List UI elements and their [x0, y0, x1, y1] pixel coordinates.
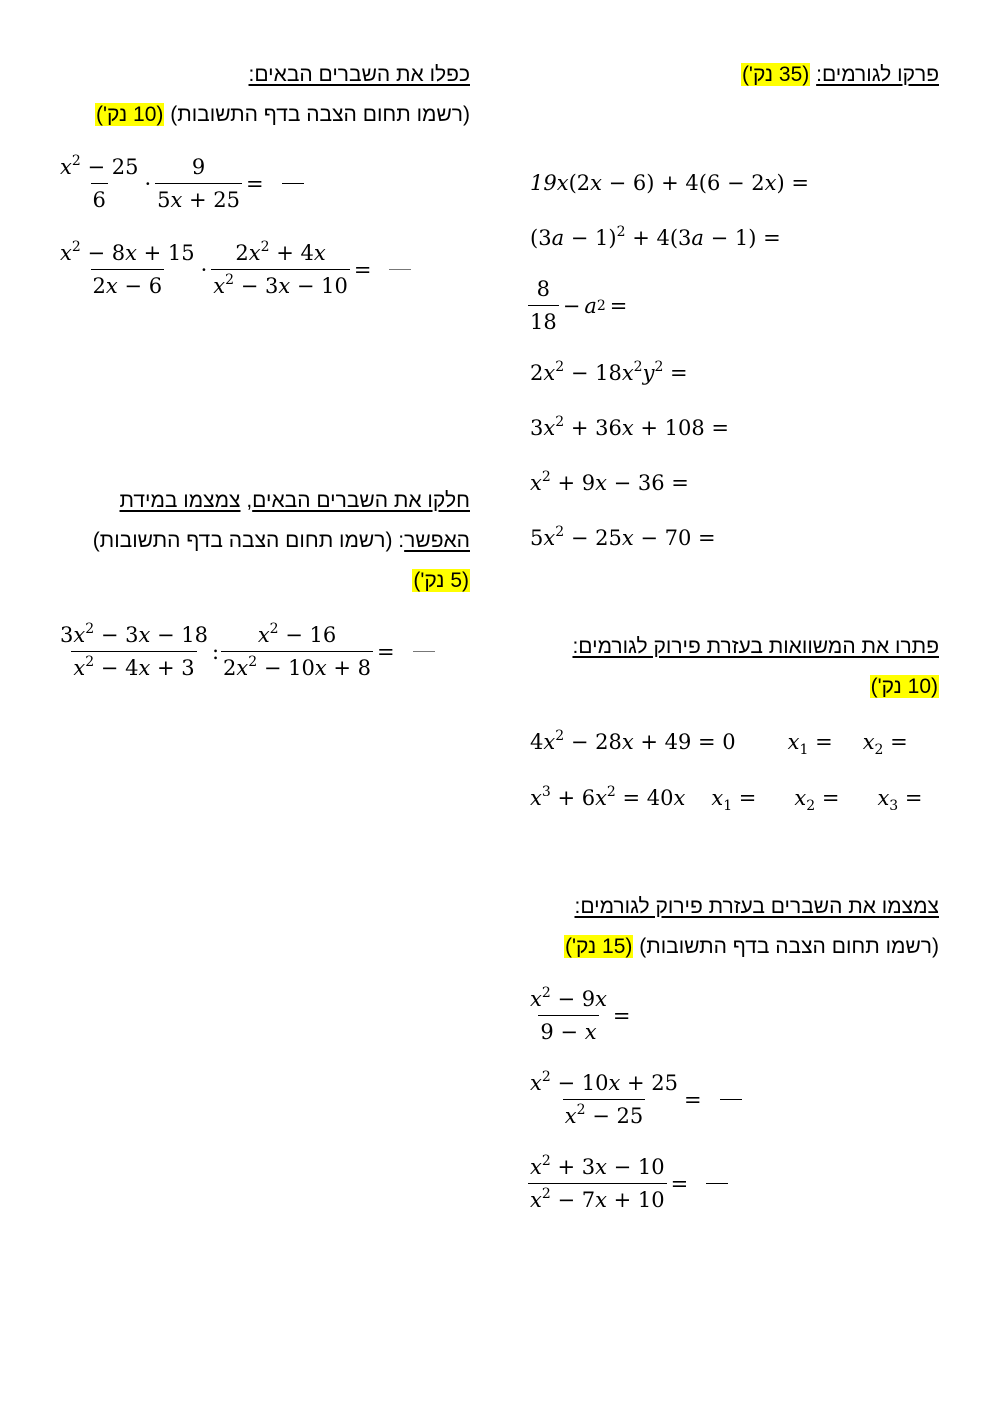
factor-heading — [741, 62, 939, 88]
fraction: $\frac{x^2 + 3x - 10}{x^2 - 7x + 10}$ — [530, 1153, 665, 1212]
divide-title-part2: צמצמו במידת — [119, 489, 241, 512]
fraction: $\frac{x^2 - 10x + 25}{x^2 - 25}$ — [530, 1069, 678, 1128]
answer-blank — [706, 1183, 728, 1184]
simplify-points-badge: (15 נק') — [565, 935, 633, 958]
equations-title: פתרו את המשוואות בעזרת פירוק לגורמים: — [572, 635, 939, 658]
factor-exercise-6: $x^2 + 9x - 36$ = — [530, 469, 689, 495]
simplify-note-line — [564, 934, 939, 960]
factor-exercise-5: $3x^2 + 36x + 108$ = — [530, 414, 729, 440]
factor-exercise-7: $5x^2 - 25x - 70$ = — [530, 524, 716, 550]
divide-points-badge: (5 נק') — [413, 569, 469, 592]
fraction: $\frac{x^2 - 25}{6}$ — [60, 153, 139, 212]
answer-blank — [389, 269, 411, 270]
fraction: $\frac{8}{18}$ — [530, 277, 557, 334]
divide-title-part1: חלקו את השברים הבאים — [252, 489, 470, 512]
simplify-exercise-1: $\frac{x^2 - 9x}{9 - x}$ = — [530, 985, 631, 1044]
equation-2: $x^3 + 6x^2 = 40x$ $x_1 = x_2 = x_3$ = — [530, 784, 923, 814]
fraction: $\frac{3x^2 - 3x - 18}{x^2 - 4x + 3}$ — [60, 621, 208, 680]
multiply-note: (רשמו תחום הצבה בדף התשובות) — [170, 103, 470, 126]
multiply-note-line — [95, 102, 470, 128]
simplify-exercise-3: $\frac{x^2 + 3x - 10}{x^2 - 7x + 10}$ = — [528, 1154, 728, 1213]
multiply-exercise-1: $\frac{x^2 - 25}{6}$ · $\frac{9}{5x + 25}$ = — [58, 154, 304, 213]
equations-points-badge: (10 נק') — [870, 675, 938, 698]
factor-exercise-3: $\frac{8}{18}$ − a 2 = — [530, 277, 628, 334]
answer-blank — [413, 651, 435, 652]
divide-title-part3: האפשר — [404, 529, 470, 552]
multiply-title: כפלו את השברים הבאים: — [248, 63, 470, 86]
factor-points-badge: (35 נק') — [741, 63, 810, 86]
equation-1: $4x^2 - 28x + 49 = 0$ $x_1 = x_2$ = — [530, 728, 908, 758]
divide-heading-line2 — [93, 528, 470, 554]
answer-blank — [282, 183, 304, 184]
simplify-exercise-2: $\frac{x^2 - 10x + 25}{x^2 - 25}$ = — [528, 1070, 742, 1129]
factor-exercise-2: $(3a - 1)^2 + 4(3a - 1)$ = — [530, 224, 781, 250]
fraction: $\frac{9}{5x + 25}$ — [157, 155, 241, 212]
answer-blank — [720, 1099, 742, 1100]
factor-title: פרקו לגורמים: — [816, 63, 939, 86]
fraction: $\frac{2x^2 + 4x}{x^2 - 3x - 10}$ — [213, 239, 348, 298]
fraction: $\frac{x^2 - 16}{2x^2 - 10x + 8}$ — [223, 621, 372, 680]
divide-exercise-1: $\frac{3x^2 - 3x - 18}{x^2 - 4x + 3}$ : $\frac{x^2 - 16}{2x^2 - 10x + 8}$ = — [58, 622, 435, 681]
factor-exercise-1: 19x(2x − 6) + 4(6 − 2x) = — [530, 171, 809, 195]
simplify-title: צמצמו את השברים בעזרת פירוק לגורמים: — [574, 895, 939, 918]
multiply-exercise-2: $\frac{x^2 - 8x + 15}{2x - 6}$ · $\frac{2x^2 + 4x}{x^2 - 3x - 10}$ = — [58, 240, 411, 299]
divide-note: : (רשמו תחום הצבה בדף התשובות) — [92, 529, 405, 552]
equations-points-line — [870, 674, 939, 700]
fraction: $\frac{x^2 - 9x}{9 - x}$ — [530, 985, 607, 1044]
divide-heading-line1 — [120, 488, 471, 514]
divide-title-sep: , — [240, 489, 253, 512]
simplify-note: (רשמו תחום הצבה בדף התשובות) — [639, 935, 939, 958]
divide-points-line — [412, 568, 470, 594]
multiply-points-badge: (10 נק') — [96, 103, 164, 126]
factor-exercise-4: $2x^2 - 18x^2y^2$ = — [530, 359, 688, 385]
fraction: $\frac{x^2 - 8x + 15}{2x - 6}$ — [60, 239, 195, 298]
